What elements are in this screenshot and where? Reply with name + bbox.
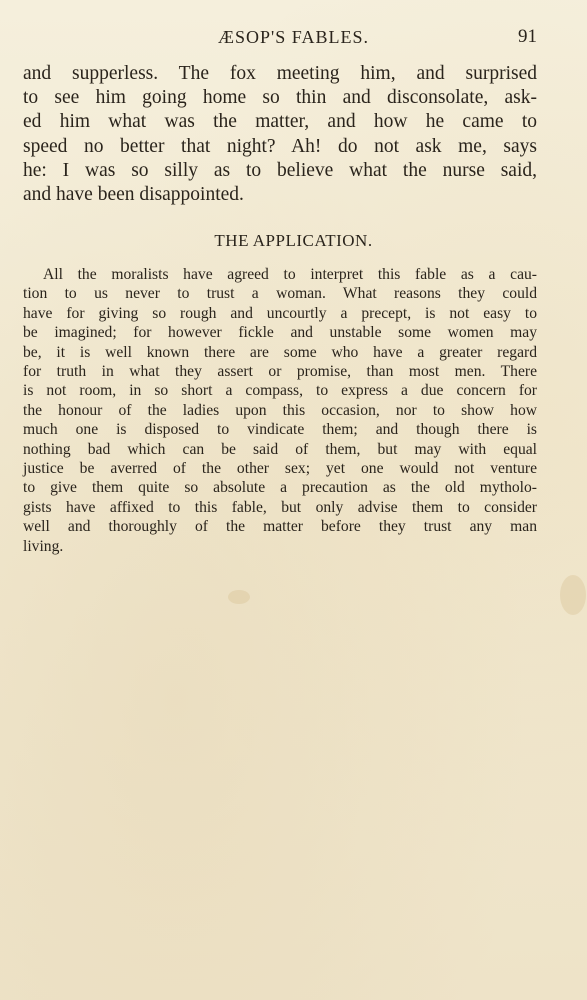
running-head-title: ÆSOP'S FABLES. — [218, 27, 369, 47]
text-line: be imagined; for however fickle and unstable some women may — [23, 324, 537, 342]
text-line: to give them quite so absolute a precaution as the old mytholo- — [23, 479, 537, 497]
text-line: to see him going home so thin and disconsolate, ask- — [23, 87, 537, 109]
text-line: speed no better that night? Ah! do not ask me, says — [23, 135, 537, 157]
page-number: 91 — [518, 26, 537, 47]
section-heading: THE APPLICATION. — [214, 231, 373, 250]
text-line: much one is disposed to vindicate them; and though there is — [23, 421, 537, 439]
running-head — [0, 24, 587, 50]
text-line: be, it is well known there are some who have a greater regard — [23, 343, 537, 361]
text-line: living. — [23, 537, 64, 555]
paper-stain — [228, 590, 250, 604]
text-line: tion to us never to trust a woman. What reasons they could — [23, 285, 537, 303]
fable-text — [23, 62, 537, 207]
text-line: ed him what was the matter, and how he came to — [23, 111, 537, 133]
text-line: nothing bad which can be said of them, but may with equal — [23, 440, 537, 458]
text-line: and supperless. The fox meeting him, and surprised — [23, 63, 537, 84]
text-line: and have been disappointed. — [23, 184, 244, 206]
text-line: the honour of the ladies upon this occasion, nor to show how — [23, 401, 537, 419]
text-line: gists have affixed to this fable, but only advise them to consider — [23, 498, 537, 516]
text-line: All the moralists have agreed to interpret this fable as a cau- — [43, 266, 537, 283]
text-line: have for giving so rough and uncourtly a precept, is not easy to — [23, 304, 537, 322]
text-line: justice be averred of the other sex; yet one would not venture — [23, 460, 537, 478]
text-line: well and thoroughly of the matter before they trust any man — [23, 518, 537, 536]
application-text — [23, 265, 537, 556]
text-line: is not room, in so short a compass, to express a due concern for — [23, 382, 537, 400]
paper-stain — [560, 575, 586, 615]
text-line: he: I was so silly as to believe what the nurse said, — [23, 159, 537, 181]
text-line: for truth in what they assert or promise, than most men. There — [23, 363, 537, 381]
